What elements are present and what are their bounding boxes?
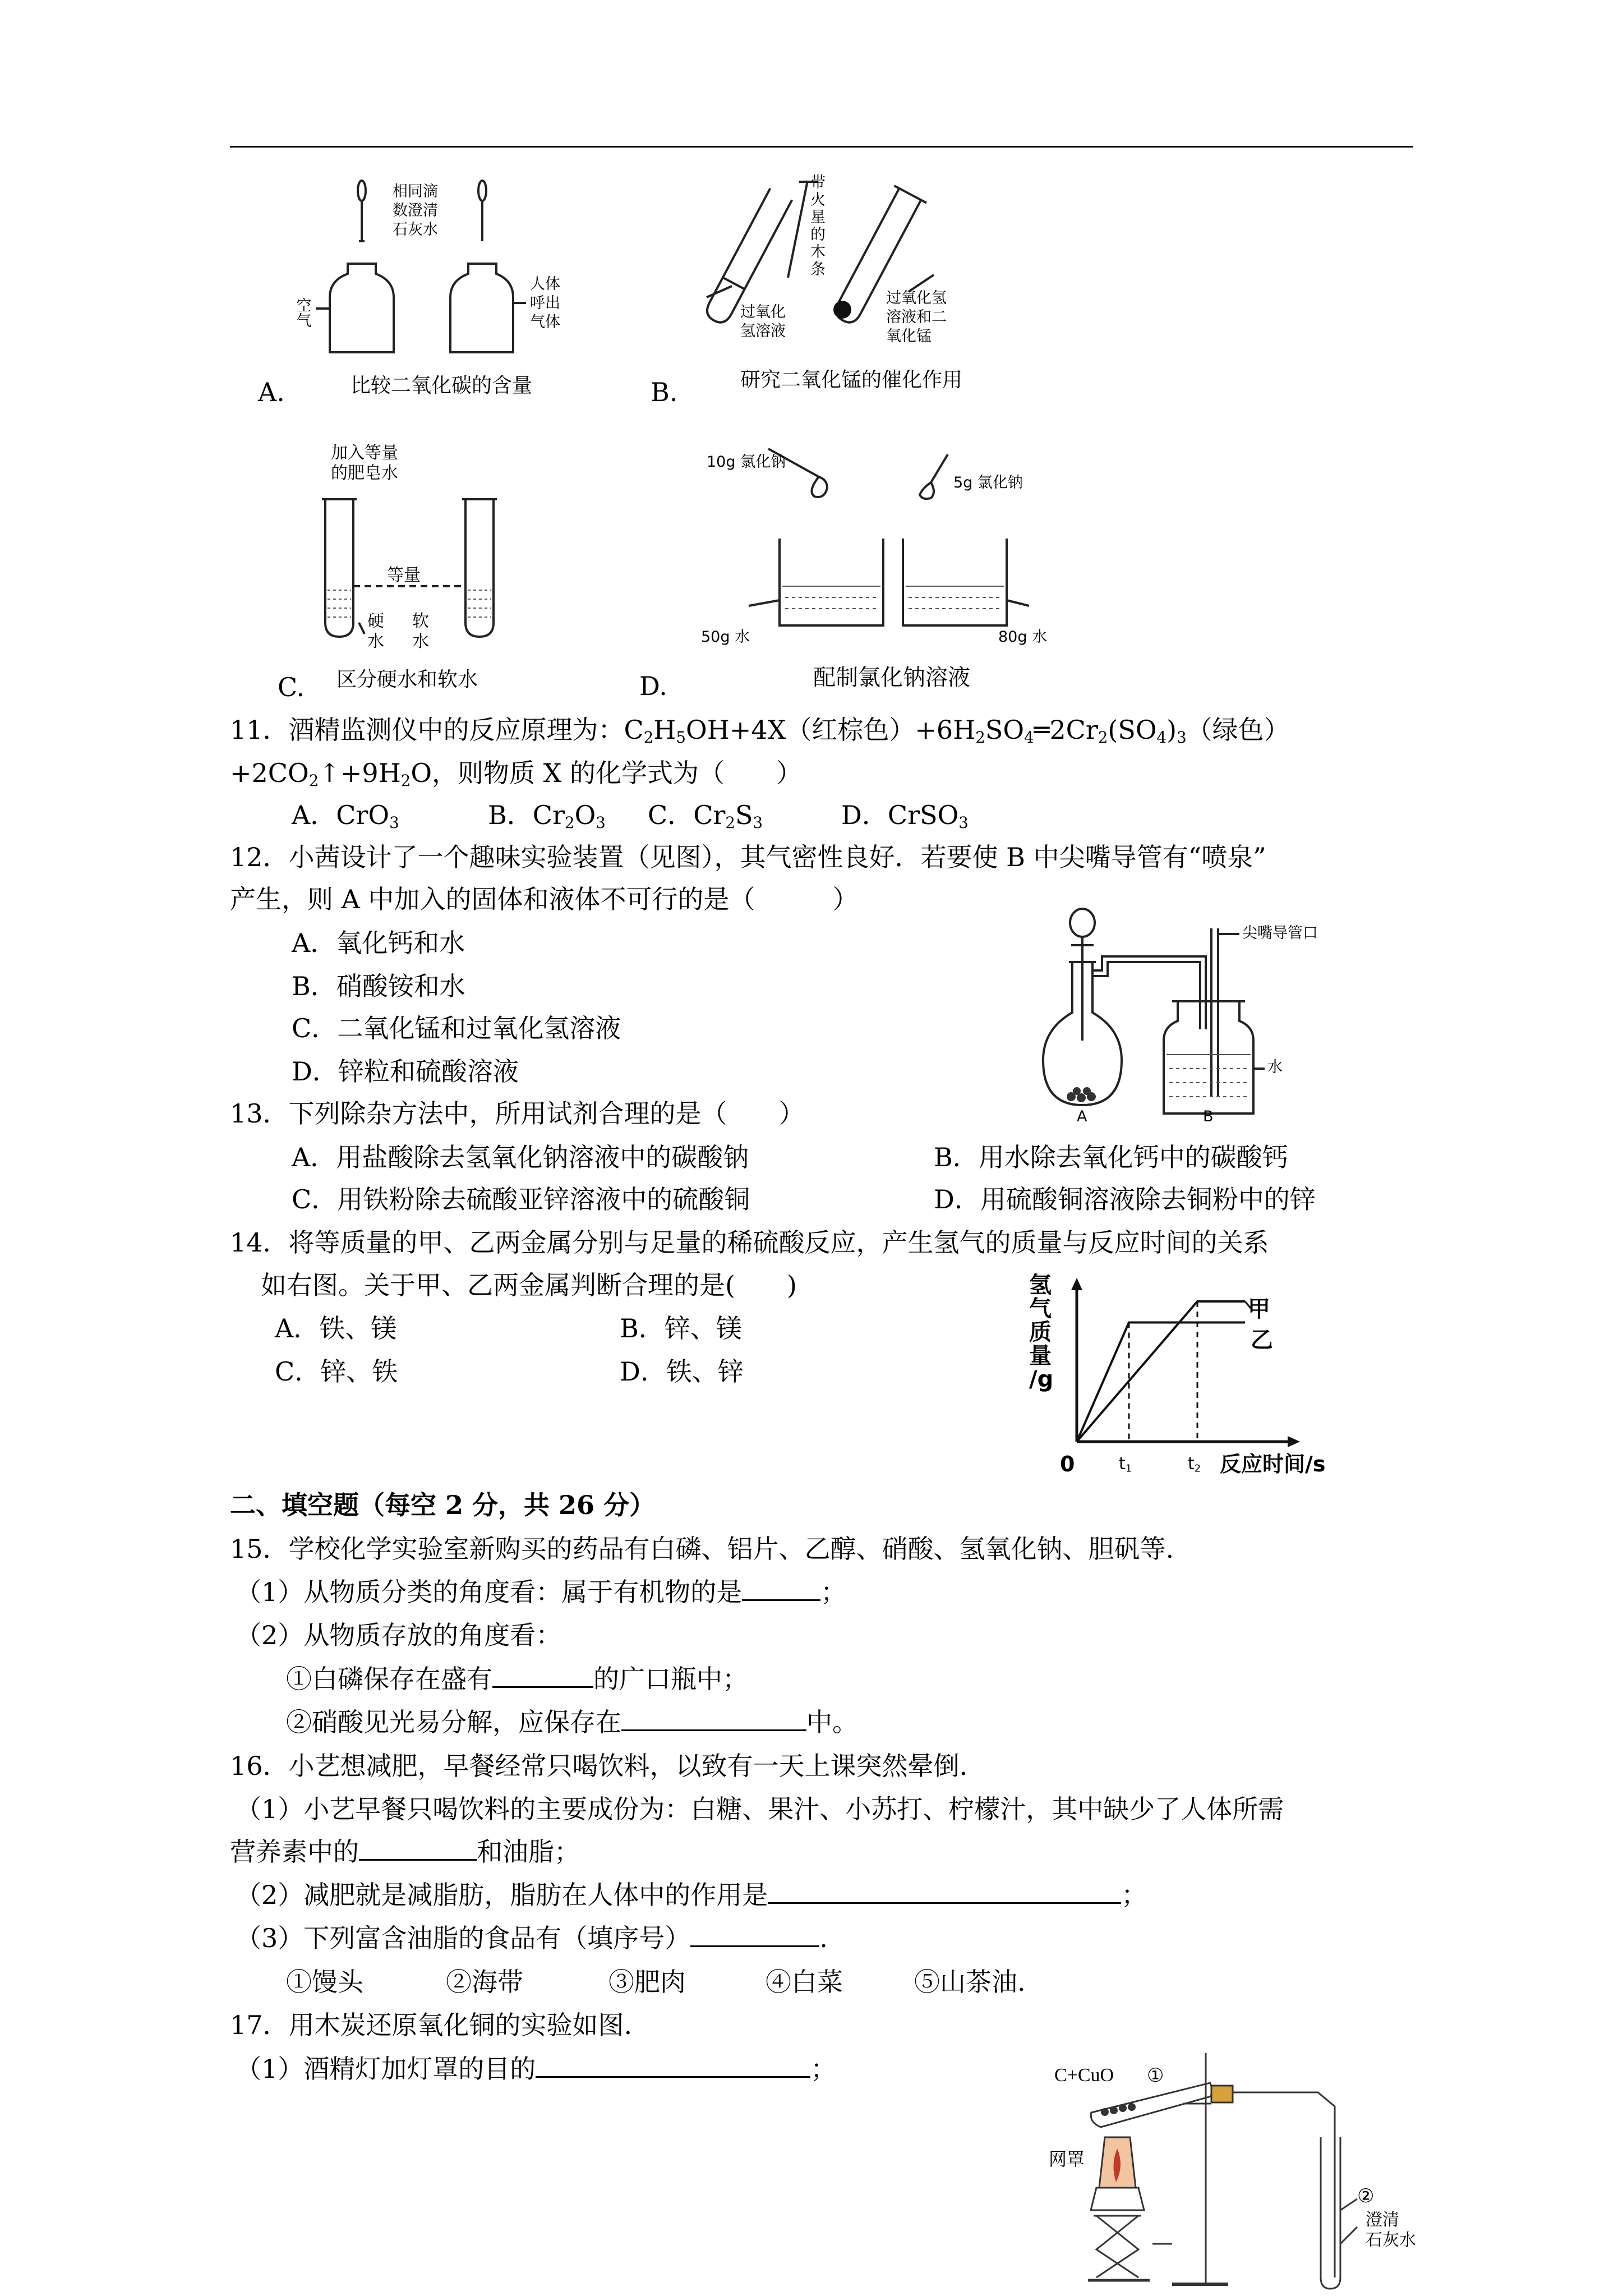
section2-title: 二、填空题（每空 2 分，共 26 分） (230, 1490, 656, 1520)
y-label-char-2: 气 (1029, 1296, 1052, 1322)
x-axis-arrow (1288, 1436, 1300, 1447)
fig-a-right-bottle-label-1: 人体 (530, 275, 560, 293)
q15-part1-blank[interactable] (742, 1579, 820, 1601)
figure-c (275, 443, 544, 707)
fig-b-left-tube-label-2: 氢溶液 (740, 322, 786, 340)
y-label-char-3: 质 (1029, 1319, 1052, 1345)
fig-c-soft-label-1: 软 (412, 611, 429, 631)
q16-part1-blank[interactable] (359, 1839, 477, 1861)
fig-b-stick-label-4: 的 (810, 226, 826, 244)
fig-c-equal-label: 等量 (387, 565, 421, 585)
q13-option-c: C．用铁粉除去硫酸亚锌溶液中的硫酸铜 (292, 1184, 750, 1214)
fig-b-stick-label-1: 带 (810, 174, 826, 191)
q12-fig-a-label: A (1077, 1108, 1087, 1125)
q12-fig-b-label: B (1203, 1108, 1214, 1125)
q15-part1: （1）从物质分类的角度看：属于有机物的是 ； (236, 1577, 847, 1607)
q11-line1: 11．酒精监测仪中的反应原理为：$C_2H_5OH+4X$（红棕色）$+6H_2SO_4═2Cr_2(SO_4)_3$（绿色） (230, 715, 1290, 747)
q13-option-b: B．用水除去氧化钙中的碳酸钙 (934, 1142, 1288, 1172)
fig-c-top-label-1: 加入等量 (331, 443, 398, 463)
q16-option-4: ④白菜 (766, 1967, 843, 1997)
q12-line2: 产生，则 A 中加入的固体和液体不可行的是（ ） (230, 884, 859, 914)
fig-d-left-spoon-label: 10g 氯化钠 (707, 453, 786, 471)
fig-b-stick-label-6: 条 (810, 261, 826, 279)
q15-part2: （2）从物质存放的角度看： (236, 1620, 562, 1650)
q16-option-3: ③肥肉 (608, 1967, 686, 1997)
q16-part2: （2）减肥就是减脂肪，脂肪在人体中的作用是 ； (236, 1880, 1147, 1910)
q16-part3: （3）下列富含油脂的食品有（填序号） . (236, 1923, 828, 1953)
fig-a-caption: 比较二氧化碳的含量 (351, 374, 533, 397)
figure-b-drawing (639, 174, 1032, 365)
q14-line2: 如右图。关于甲、乙两金属判断合理的是( ) (261, 1270, 797, 1300)
fig-b-right-tube-label-1: 过氧化氢 (886, 289, 947, 307)
q17-fig-limewater-label-1: 澄清 (1366, 2211, 1399, 2229)
x-tick-0: 0 (1060, 1452, 1075, 1476)
fig-b-stick-label-5: 木 (810, 243, 826, 261)
q17-stem: 17．用木炭还原氧化铜的实验如图. (230, 2010, 633, 2040)
x-tick-t1: $t_1$ (1119, 1454, 1132, 1475)
x-tick-t2: $t_2$ (1188, 1454, 1201, 1475)
q12-option-d: D．锌粒和硫酸溶液 (292, 1056, 519, 1087)
q13-stem: 13．下列除杂方法中，所用试剂合理的是（ ） (230, 1098, 805, 1129)
fig-a-dropper-label-2: 数澄清 (393, 201, 438, 219)
fig-c-letter: C. (278, 672, 305, 702)
fig-b-letter: B. (651, 377, 678, 407)
fig-d-right-water-label: 80g 水 (998, 628, 1048, 646)
q14-option-d: D．铁、锌 (620, 1356, 744, 1387)
q12-option-c: C．二氧化锰和过氧化氢溶液 (292, 1013, 621, 1043)
figure-a (258, 174, 606, 409)
fig-d-right-spoon-label: 5g 氯化钠 (953, 474, 1023, 491)
q17-part1: （1）酒精灯加灯罩的目的 ； (236, 2054, 837, 2084)
q16-part3-blank[interactable] (690, 1925, 819, 1947)
fig-d-caption: 配制氯化钠溶液 (813, 665, 970, 691)
y-label-char-4: 量 (1029, 1343, 1052, 1369)
q15-stem: 15．学校化学实验室新购买的药品有白磷、铝片、乙醇、硝酸、氢氧化钠、胆矾等. (230, 1534, 1174, 1564)
q11-option-a: A．CrO$_3$ (292, 800, 399, 832)
y-axis-arrow (1071, 1278, 1082, 1290)
q14-option-b: B．锌、镁 (620, 1313, 742, 1343)
q16-part1: （1）小艺早餐只喝饮料的主要成份为：白糖、果汁、小苏打、柠檬汁，其中缺少了人体所需 (236, 1794, 1284, 1824)
fig-b-stick-label-2: 火 (810, 191, 826, 209)
fig-c-hard-label-2: 水 (367, 632, 384, 651)
q13-option-d: D．用硫酸铜溶液除去铜粉中的锌 (934, 1184, 1316, 1214)
q16-part1b: 营养素中的 和油脂； (230, 1837, 580, 1867)
legend-label-yi: 乙 (1251, 1327, 1273, 1353)
fig-a-right-bottle-label-2: 呼出 (530, 294, 560, 312)
q12-option-b: B．硝酸铵和水 (292, 971, 465, 1001)
figure-c-drawing (275, 443, 544, 656)
q15-part2b: ②硝酸见光易分解，应保存在 中。 (286, 1707, 858, 1737)
q15-part2b-blank[interactable] (621, 1709, 806, 1731)
q13-option-a: A．用盐酸除去氢氧化钠溶液中的碳酸钠 (292, 1142, 749, 1172)
q16-option-1: ①馒头 (286, 1967, 363, 1997)
q14-chart (1026, 1273, 1385, 1492)
q12-line1: 12．小茜设计了一个趣味实验装置（见图），其气密性良好．若要使 B 中尖嘴导管有“喷泉” (230, 842, 1266, 872)
q12-apparatus-drawing (1038, 900, 1374, 1125)
q14-line1: 14．将等质量的甲、乙两金属分别与足量的稀硫酸反应，产生氢气的质量与反应时间的关系 (230, 1227, 1269, 1258)
q17-apparatus-figure (1043, 2042, 1436, 2292)
fig-b-right-tube-label-3: 氧化锰 (886, 327, 932, 345)
q15-part2a: ①白磷保存在盛有 的广口瓶中； (286, 1664, 748, 1694)
q16-option-5: ⑤山茶油. (914, 1967, 1026, 1997)
q12-option-a: A．氧化钙和水 (292, 928, 465, 958)
fig-a-left-bottle-label: 空气 (293, 297, 311, 328)
q15-part2a-blank[interactable] (492, 1666, 593, 1688)
q17-part1-blank[interactable] (536, 2056, 810, 2078)
fig-b-left-tube-label-1: 过氧化 (740, 303, 786, 321)
q14-option-a: A．铁、镁 (275, 1313, 397, 1343)
q17-fig-reagent-label: C+CuO (1054, 2065, 1114, 2086)
fig-c-soft-label-2: 水 (412, 632, 429, 651)
q12-apparatus-figure (1038, 900, 1374, 1125)
q12-fig-nozzle-label: 尖嘴导管口 (1242, 924, 1318, 942)
q17-fig-hood-label: 网罩 (1049, 2148, 1085, 2170)
q17-fig-mark1: ① (1147, 2064, 1164, 2087)
q11-option-d: D．CrSO$_3$ (841, 800, 969, 832)
fig-b-caption: 研究二氧化锰的催化作用 (740, 369, 963, 392)
fig-b-right-tube-label-2: 溶液和二 (886, 308, 947, 326)
header-rule (230, 146, 1413, 148)
q14-chart-svg (1026, 1273, 1385, 1492)
figure-d (639, 438, 1066, 707)
fig-a-dropper-label-3: 石灰水 (393, 220, 438, 238)
y-label-char-5: /g (1029, 1366, 1054, 1392)
fig-d-letter: D. (639, 671, 667, 701)
q11-option-c: C．$Cr_2S_3$ (648, 800, 763, 832)
q17-fig-limewater-label-2: 石灰水 (1366, 2231, 1416, 2249)
q16-stem: 16．小艺想减肥，早餐经常只喝饮料，以致有一天上课突然晕倒. (230, 1751, 968, 1781)
figure-b (639, 174, 1032, 409)
q17-fig-mark2: ② (1357, 2185, 1375, 2207)
q11-line2: $+2CO_2↑+9H_2O$，则物质 X 的化学式为（ ） (230, 758, 803, 790)
fig-c-top-label-2: 的肥皂水 (331, 463, 398, 483)
q11-option-b: B．$Cr_2O_3$ (488, 800, 606, 832)
legend-label-jia: 甲 (1248, 1296, 1270, 1322)
fig-b-stick-label-3: 星 (810, 209, 826, 227)
x-axis-label: 反应时间/s (1220, 1452, 1326, 1476)
series-line-1 (1077, 1323, 1245, 1442)
fig-c-caption: 区分硬水和软水 (336, 668, 478, 691)
fig-a-letter: A. (258, 377, 285, 407)
fig-a-dropper-label-1: 相同滴 (393, 183, 438, 200)
fig-d-left-water-label: 50g 水 (701, 628, 750, 646)
fig-c-hard-label-1: 硬 (367, 611, 384, 631)
q16-part2-blank[interactable] (768, 1882, 1121, 1904)
q12-fig-water-label: 水 (1267, 1059, 1283, 1076)
q16-option-2: ②海带 (446, 1967, 523, 1997)
fig-a-right-bottle-label-3: 气体 (530, 313, 560, 331)
y-label-char-1: 氢 (1029, 1272, 1052, 1298)
q14-option-c: C．锌、铁 (275, 1356, 398, 1387)
